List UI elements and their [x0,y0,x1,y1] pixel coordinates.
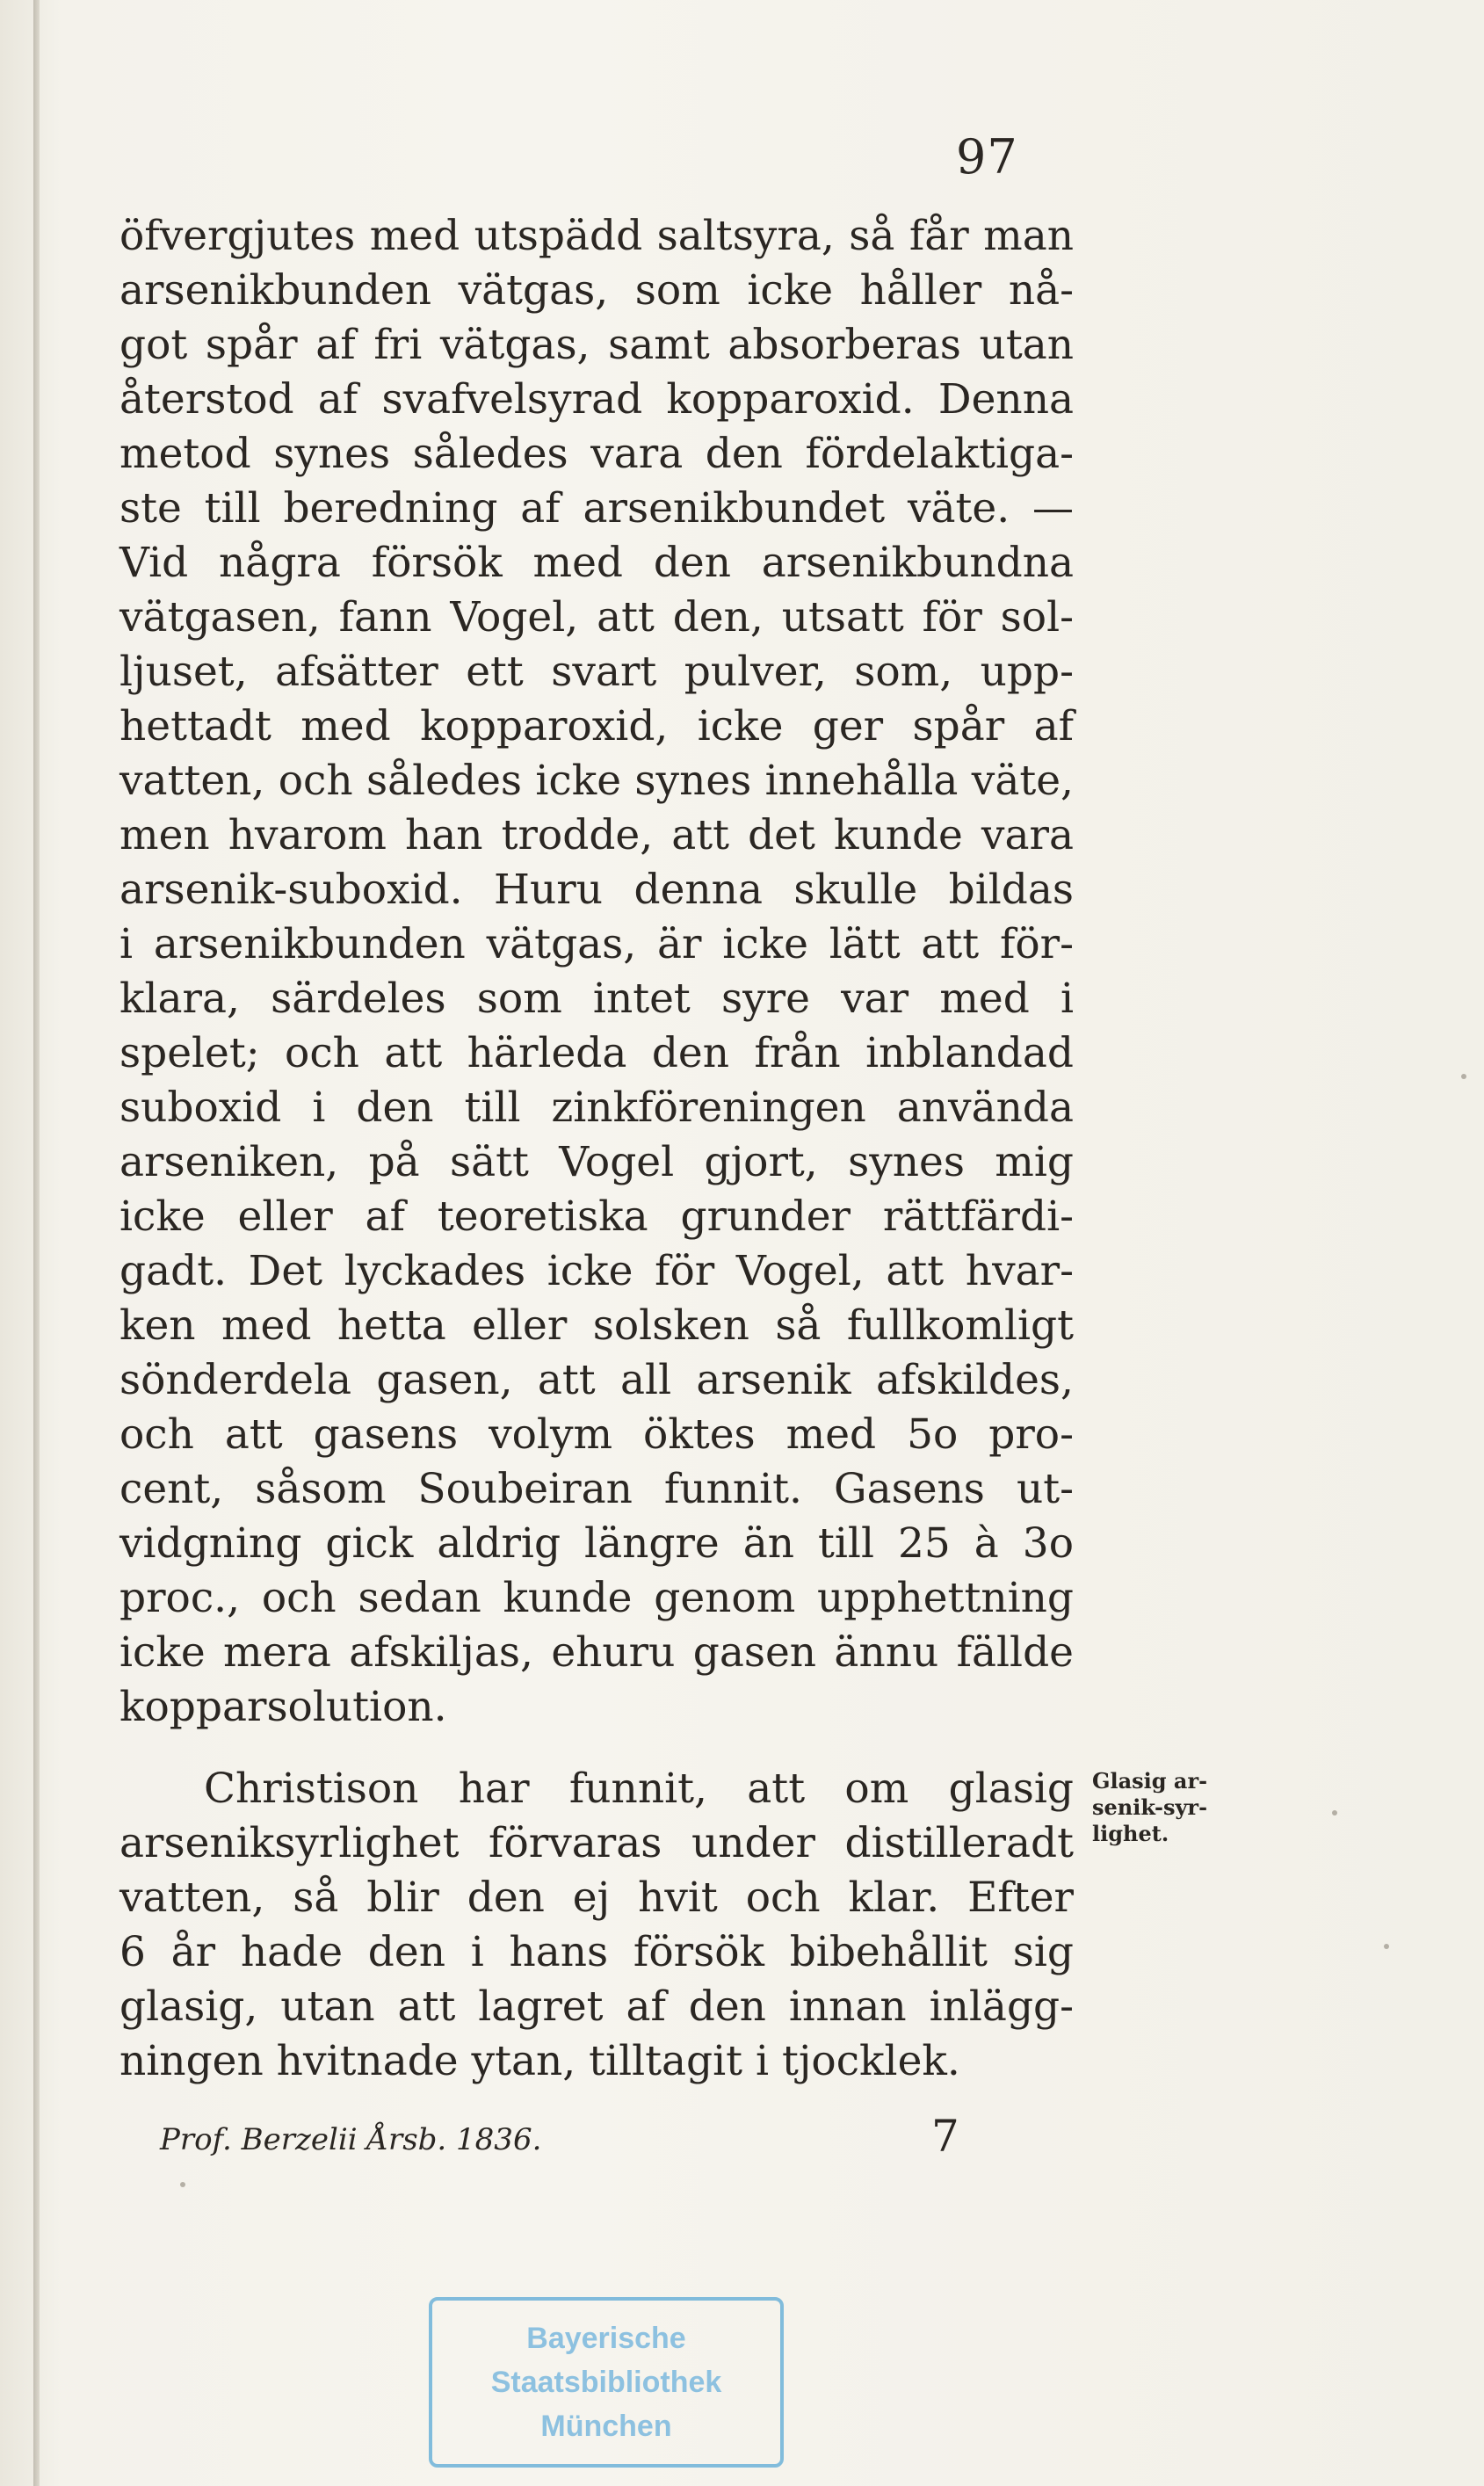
signature-number: 7 [931,2111,959,2162]
paper-speck [180,2182,185,2187]
text-line: återstod af svafvelsyrad kopparoxid. Denna [119,375,1074,424]
text-line: arsenikbunden vätgas, som icke håller nå- [119,266,1074,315]
text-line: gadt. Det lyckades icke för Vogel, att hvar- [119,1247,1074,1295]
text-line: öfvergjutes med utspädd saltsyra, så får man [119,212,1074,260]
marginal-note-line: senik-syr- [1092,1794,1208,1820]
marginal-note-line: lighet. [1092,1821,1169,1846]
text-line: arsenik-suboxid. Huru denna skulle bildas [119,866,1074,914]
text-line: glasig, utan att lagret af den innan inlägg- [119,1982,1074,2031]
text-line: 6 år hade den i hans försök bibehållit sig [119,1928,1074,1976]
stamp-line: München [540,2410,672,2443]
text-line: Christison har funnit, att om glasig [204,1765,1074,1813]
text-line: proc., och sedan kunde genom upphettning [119,1574,1074,1622]
text-line: kopparsolution. [119,1683,447,1731]
text-line: ljuset, afsätter ett svart pulver, som, upp- [119,648,1074,696]
text-line: i arsenikbunden vätgas, är icke lätt att för- [119,920,1074,968]
signature-line: Prof. Berzelii Årsb. 1836. [160,2122,542,2157]
text-line: och att gasens volym öktes med 5o pro- [119,1410,1074,1459]
paper-speck [1384,1944,1389,1949]
text-line: sönderdela gasen, att all arsenik afskildes, [119,1356,1074,1404]
text-line: hettadt med kopparoxid, icke ger spår af [119,702,1074,750]
text-line: arseniken, på sätt Vogel gjort, synes mig [119,1138,1074,1186]
page-number: 97 [956,129,1018,185]
marginal-note-line: Glasig ar- [1092,1768,1208,1794]
text-line: spelet; och att härleda den från inblandad [119,1029,1074,1077]
stamp-line: Staatsbibliothek [490,2366,722,2399]
paper-speck [1461,1074,1466,1079]
text-line: metod synes således vara den fördelaktiga- [119,430,1074,478]
text-line: vatten, och således icke synes innehålla väte, [119,757,1074,805]
paragraph-1 [119,209,1074,1735]
text-line: vidgning gick aldrig längre än till 25 à 3o [119,1519,1074,1568]
marginal-note [1092,1768,1224,1847]
text-line: icke eller af teoretiska grunder rättfärdi- [119,1192,1074,1241]
paragraph-2 [119,1762,1074,2089]
text-line: icke mera afskiljas, ehuru gasen ännu fällde [119,1628,1074,1677]
text-line: vätgasen, fann Vogel, att den, utsatt för sol- [119,593,1074,641]
text-line: vatten, så blir den ej hvit och klar. Efter [119,1874,1074,1922]
text-line: ningen hvitnade ytan, tilltagit i tjocklek. [119,2037,960,2085]
text-line: got spår af fri vätgas, samt absorberas utan [119,321,1074,369]
text-line: klara, särdeles som intet syre var med i [119,975,1074,1023]
text-line: ste till beredning af arsenikbundet väte. — [119,484,1074,533]
text-line: Vid några försök med den arsenikbundna [119,539,1074,587]
paper-speck [1332,1810,1337,1816]
text-line: men hvarom han trodde, att det kunde vara [119,811,1074,859]
text-line: cent, såsom Soubeiran funnit. Gasens ut- [119,1465,1074,1513]
stamp-line: Bayerische [526,2322,686,2355]
text-line: arseniksyrlighet förvaras under distilleradt [119,1819,1074,1867]
text-line: ken med hetta eller solsken så fullkomligt [119,1301,1074,1350]
text-line: suboxid i den till zinkföreningen använda [119,1084,1074,1132]
library-stamp [429,2297,784,2468]
page-spine-shadow [33,0,40,2486]
